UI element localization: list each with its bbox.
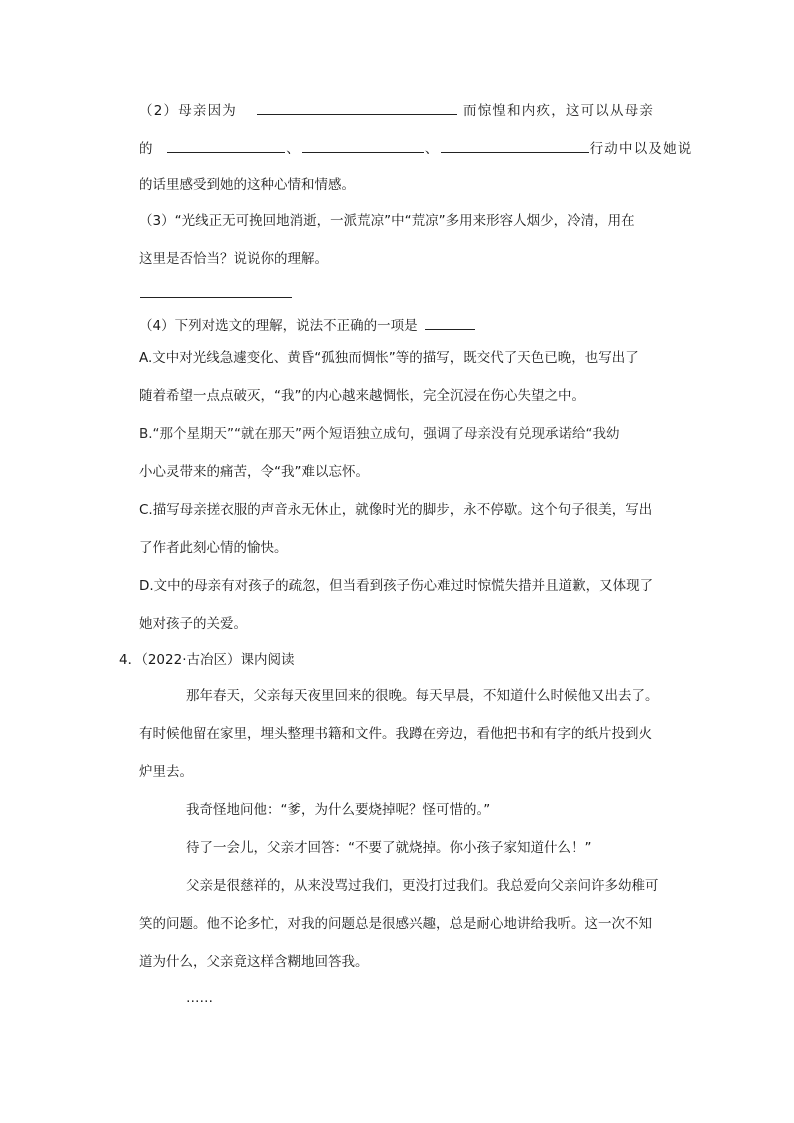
q4-option-d-line-1: D.文中的母亲有对孩子的疏忽，但当看到孩子伤心难过时惊慌失措并且道歉，又体现了 — [139, 578, 654, 594]
q4-option-a-line-1: A.文中对光线急遽变化、黄昏“孤独而惆怅”等的描写，既交代了天色已晚，也写出了 — [139, 350, 639, 366]
q4-option-b-line-2: 小心灵带来的痛苦，令“我”难以忘怀。 — [139, 464, 369, 480]
q2-separator-2: 、 — [424, 141, 440, 157]
reading-p4-line-2: 笑的问题。他不论多忙，对我的问题总是很感兴趣，总是耐心地讲给我听。这一次不知 — [139, 916, 652, 932]
q4-stem — [139, 314, 476, 334]
q4-option-c-line-1: C.描写母亲搓衣服的声音永无休止，就像时光的脚步，永不停歇。这个句子很美，写出 — [139, 502, 653, 518]
reading-p1-line-3: 炉里去。 — [139, 764, 193, 780]
reading-ellipsis: …… — [186, 990, 213, 1006]
q2-line2-prefix: 的 — [139, 141, 154, 157]
q4-answer-blank[interactable] — [425, 314, 475, 330]
q2-blank-2[interactable] — [167, 137, 285, 153]
reading-p3: 待了一会儿，父亲才回答：“不要了就烧掉。你小孩子家知道什么！” — [186, 840, 592, 856]
q4-option-d-line-2: 她对孩子的关爱。 — [139, 616, 247, 632]
reading-p2: 我奇怪地问他：“爹，为什么要烧掉呢？怪可惜的。” — [186, 802, 491, 818]
q2-line-3: 的话里感受到她的这种心情和情感。 — [139, 177, 355, 193]
q2-line-2 — [139, 137, 693, 157]
question-4-header: 4．（2022·古冶区）课内阅读 — [119, 652, 295, 668]
q2-blank-1[interactable] — [257, 99, 457, 115]
q3-line-1: （3）“光线正无可挽回地消逝，一派荒凉”中“荒凉”多用来形容人烟少，冷清，用在 — [139, 213, 635, 229]
q4-option-b-line-1: B.“那个星期天”“就在那天”两个短语独立成句，强调了母亲没有兑现承诺给“我幼 — [139, 426, 620, 442]
reading-p4-line-1: 父亲是很慈祥的，从来没骂过我们，更没打过我们。我总爱向父亲问许多幼稚可 — [186, 878, 659, 894]
q2-line-1 — [139, 99, 654, 119]
q4-stem-text: （4）下列对选文的理解，说法不正确的一项是 — [139, 318, 418, 334]
reading-p1-line-2: 有时候他留在家里，埋头整理书籍和文件。我蹲在旁边，看他把书和有字的纸片投到火 — [139, 726, 652, 742]
q4-option-a-line-2: 随着希望一点点破灭，“我”的内心越来越惆怅，完全沉浸在伤心失望之中。 — [139, 388, 585, 404]
q2-blank-4[interactable] — [441, 137, 589, 153]
q3-answer-blank[interactable] — [140, 282, 292, 298]
q4-option-c-line-2: 了作者此刻心情的愉快。 — [139, 540, 288, 556]
q3-line-2: 这里是否恰当？说说你的理解。 — [139, 251, 328, 267]
q2-separator-1: 、 — [286, 141, 301, 157]
q3-answer-line — [139, 282, 293, 302]
q2-prefix: （2）母亲因为 — [139, 103, 237, 119]
reading-p1-line-1: 那年春天，父亲每天夜里回来的很晚。每天早晨，不知道什么时候他又出去了。 — [186, 688, 659, 704]
q2-blank-3[interactable] — [302, 137, 424, 153]
reading-p4-line-3: 道为什么，父亲竟这样含糊地回答我。 — [139, 954, 369, 970]
q2-line2-suffix: 行动中以及她说 — [589, 141, 693, 157]
q2-suffix: 而惊惶和内疚，这可以从母亲 — [463, 103, 655, 119]
